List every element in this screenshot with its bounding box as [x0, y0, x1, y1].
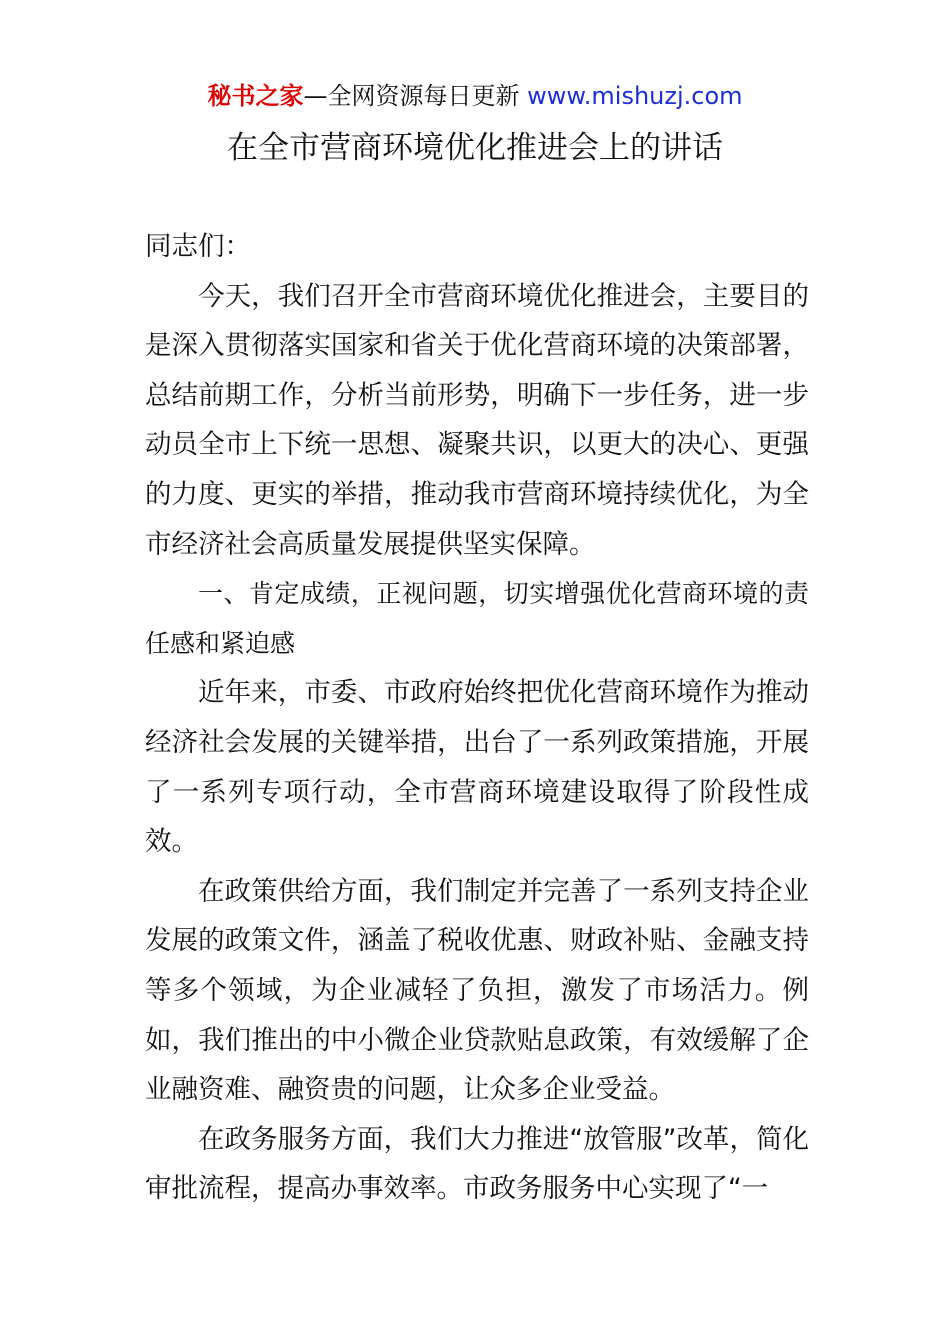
document-title: 在全市营商环境优化推进会上的讲话: [227, 130, 723, 166]
site-name: 秘书之家: [207, 82, 304, 110]
section-heading: 一、肯定成绩，正视问题，切实增强优化营商环境的责任感和紧迫感: [145, 579, 809, 658]
paragraph: 今天，我们召开全市营商环境优化推进会，主要目的是深入贯彻落实国家和省关于优化营商环境的决策部署，总结前期工作，分析当前形势，明确下一步任务，进一步动员全市上下统一思想、凝聚共识，以更大的决心、更强的力度、更实的举措，推动我市营商环境持续优化，为全市经济社会高质量发展提供坚实保障。: [145, 280, 809, 560]
document-body: [145, 222, 809, 1214]
paragraph: 在政务服务方面，我们大力推进“放管服”改革，简化审批流程，提高办事效率。市政务服务中心实现了“一: [145, 1123, 809, 1205]
paragraph: 在政策供给方面，我们制定并完善了一系列支持企业发展的政策文件，涵盖了税收优惠、财政补贴、金融支持等多个领域，为企业减轻了负担，激发了市场活力。例如，我们推出的中小微企业贷款贴息政策，有效缓解了企业融资难、融资贵的问题，让众多企业受益。: [145, 875, 809, 1106]
salutation: 同志们：: [145, 231, 251, 262]
site-header: [0, 80, 950, 112]
site-tagline: —全网资源每日更新: [303, 82, 528, 110]
site-url-link[interactable]: www.mishuzj.com: [527, 82, 743, 110]
paragraph: 近年来，市委、市政府始终把优化营商环境作为推动经济社会发展的关键举措，出台了一系列政策措施，开展了一系列专项行动，全市营商环境建设取得了阶段性成效。: [145, 677, 809, 858]
